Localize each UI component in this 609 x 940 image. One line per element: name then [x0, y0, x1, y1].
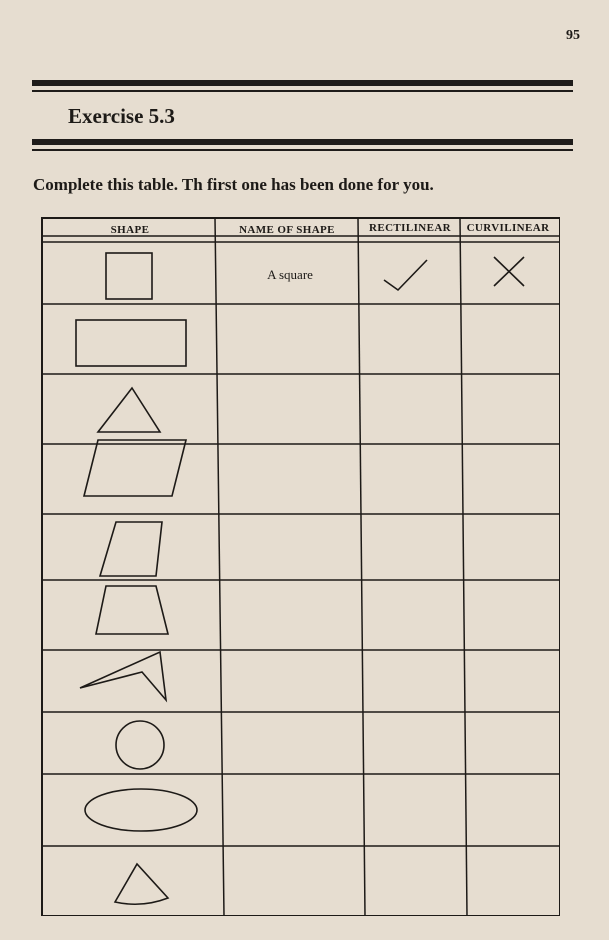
bottom-rule-thick — [32, 139, 573, 145]
column-divider — [460, 218, 467, 916]
parallelogram-shape — [84, 440, 186, 496]
check-mark-icon — [384, 260, 427, 290]
shape-table — [32, 214, 560, 916]
top-rule-thin — [32, 90, 573, 92]
bottom-rule-thin — [32, 149, 573, 151]
table-border — [42, 218, 560, 916]
instruction-text: Complete this table. Th first one has been done for you. — [33, 175, 434, 194]
column-divider — [358, 218, 365, 916]
exercise-title: Exercise 5.3 — [68, 104, 175, 128]
page-number: 95 — [566, 28, 580, 43]
trapezium-shape — [96, 586, 168, 634]
header-curvilinear: CURVILINEAR — [466, 222, 550, 234]
cross-mark-icon — [494, 257, 524, 286]
header-name-of-shape: NAME OF SHAPE — [239, 224, 335, 236]
rhombus-shape — [100, 522, 162, 576]
header-rectilinear: RECTILINEAR — [368, 222, 452, 234]
circle-shape — [116, 721, 164, 769]
header-shape: SHAPE — [110, 224, 150, 236]
square-shape — [106, 253, 152, 299]
answer-name-row-1: A square — [267, 267, 313, 282]
triangle-shape — [98, 388, 160, 432]
column-divider — [215, 218, 224, 916]
sector-shape — [115, 864, 168, 904]
rectangle-shape — [76, 320, 186, 366]
top-rule-thick — [32, 80, 573, 86]
reflex-quadrilateral-shape — [80, 652, 166, 700]
ellipse-shape — [85, 789, 197, 831]
